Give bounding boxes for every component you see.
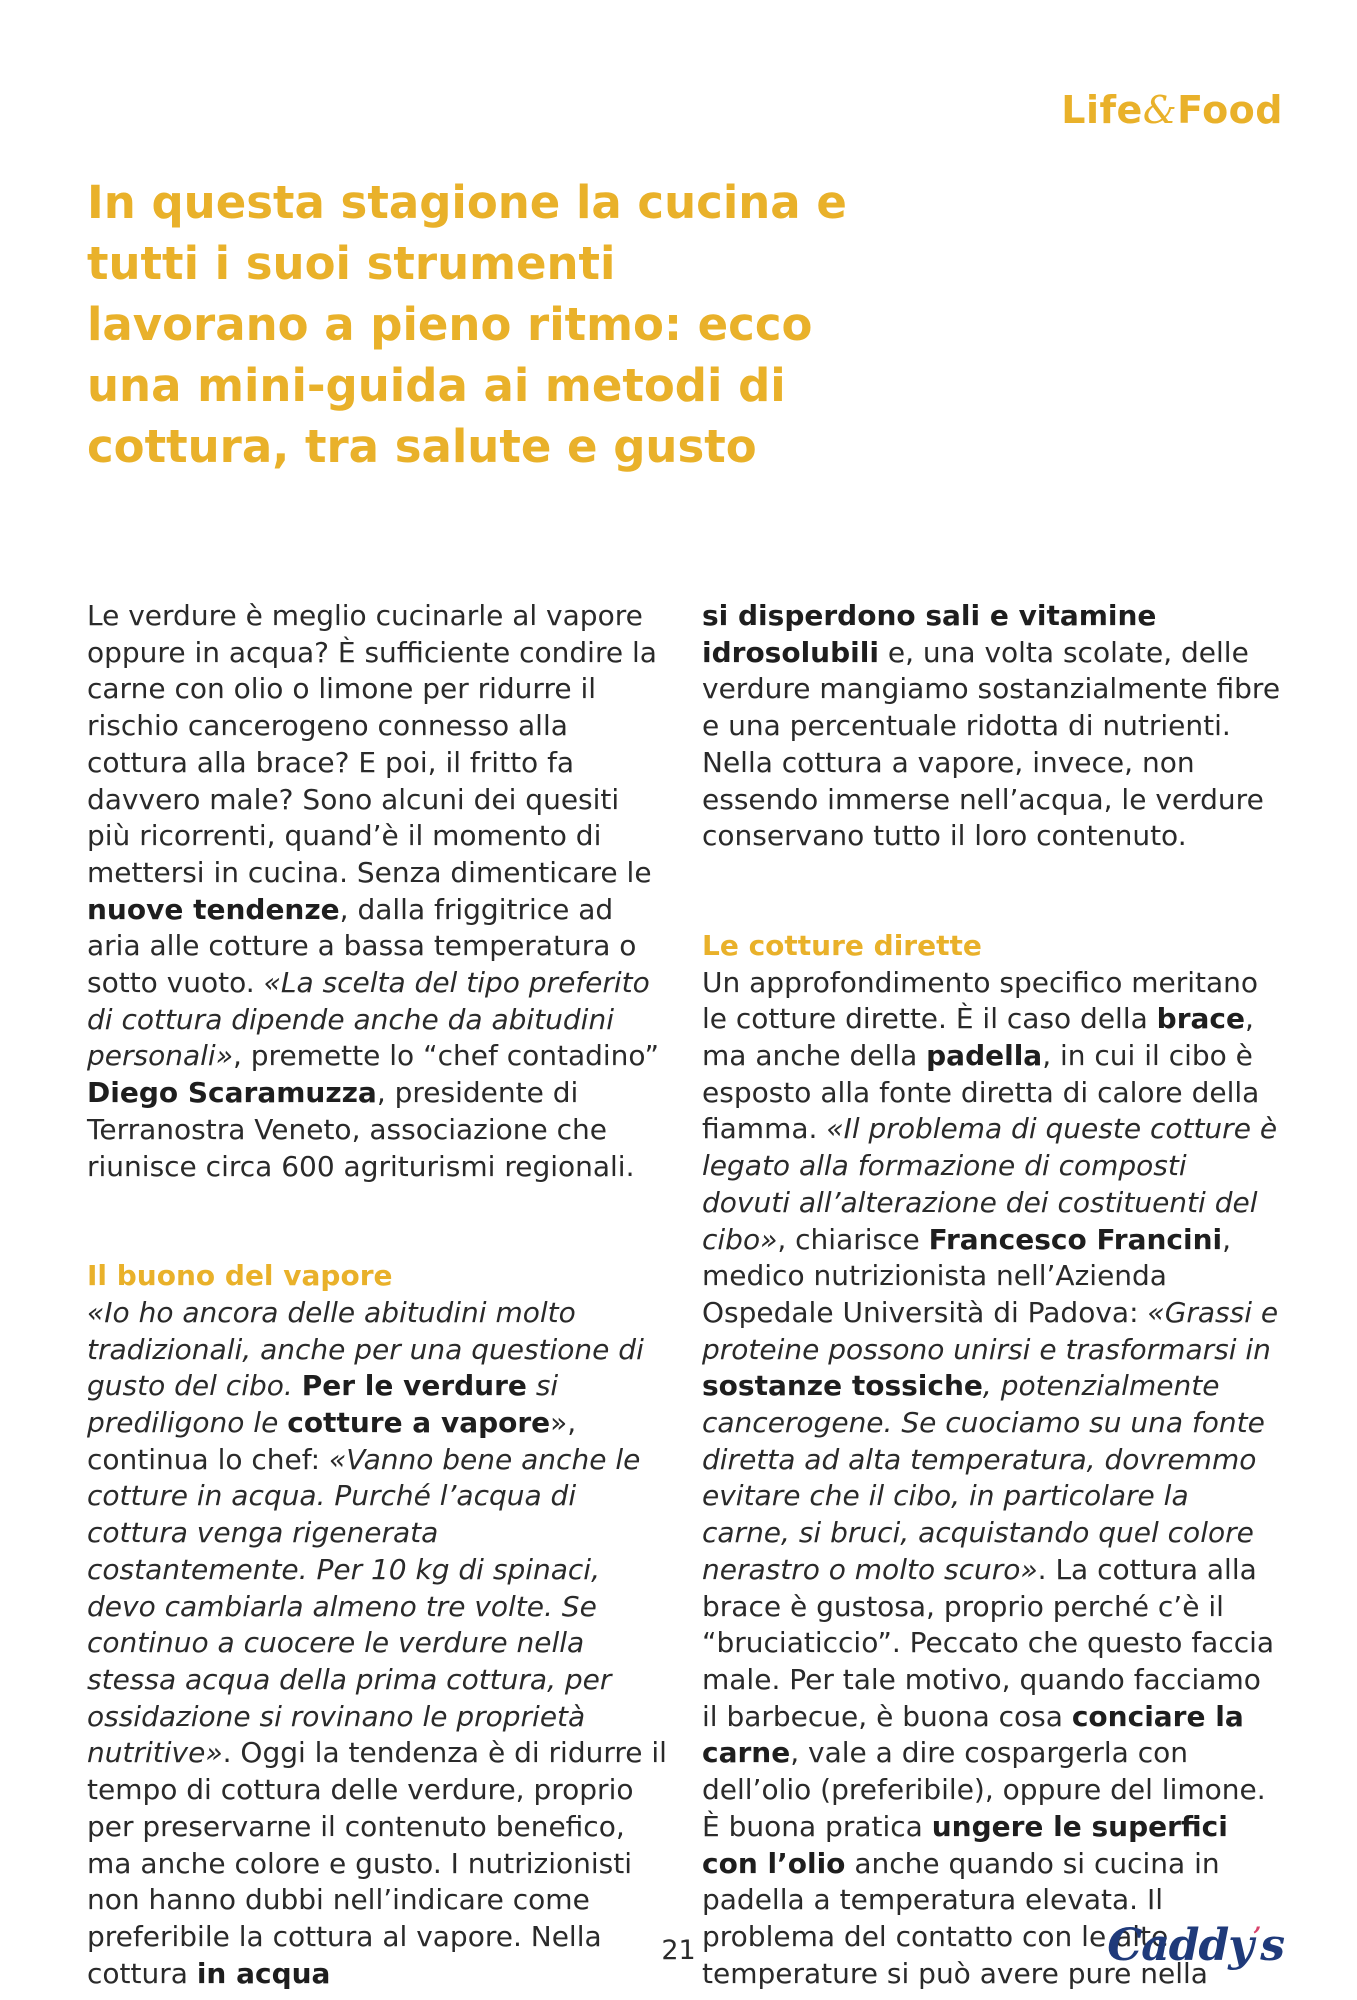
subhead-buono-vapore: Il buono del vapore bbox=[87, 1259, 393, 1293]
keyword-ungere-superfici: ungere le superfici con l’olio bbox=[702, 1809, 1228, 1880]
keyword-in-acqua: in acqua bbox=[196, 1956, 331, 1990]
section-tag-food: Food bbox=[1177, 88, 1283, 132]
dirette-paragraph: Un approfondimento specifico meritano le cotture dirette. È il caso della brace, ma anche della padella, in cui il cibo è esposto alla fonte diretta di calore della fiamma. «Il problema di queste cotture è legato alla formazione di composti dovuti all’alterazione dei costituenti del cibo», chiarisce Francesco Francini, medico nutrizionista nell’Azienda Ospedale Università di Padova: «Grassi e proteine possono unirsi e trasformarsi in sostanze tossiche, potenzialmente cancerogene. Se cuociamo su una fonte diretta ad alta temperatura, dovremmo evitare che il cibo, in particolare la carne, si bruci, acquistando quel colore nerastro o molto scuro». La cottura alla brace è gustosa, proprio perché c’è il “bruciaticcio”. Peccato che questo faccia male. Per tale motivo, quando facciamo il barbecue, è buona cosa conciare la carne, vale a dire cospargerla con dell’olio (preferibile), oppure del limone. È buona pratica ungere le superfici con l’olio anche quando si cucina in padella a temperatura elevata. Il problema del contatto con le alte temperature si può avere pure nella bbox=[702, 965, 1279, 1990]
intro-paragraph: Le verdure è meglio cucinarle al vapore oppure in acqua? È sufficiente condire la carne con olio o limone per ridurre il rischio cancerogeno connesso alla cottura alla brace? E poi, il fritto fa davvero male? Sono alcuni dei quesiti più ricorrenti, quand’è il momento di mettersi in cucina. Senza dimenticare le nuove tendenze, dalla friggitrice ad aria alle cotture a bassa temperatura o sotto vuoto. «La scelta del tipo preferito di cottura dipende anche da abitudini personali», premette lo “chef contadino” Diego Scaramuzza, presidente di Terranostra Veneto, associazione che riunisce circa 600 agriturismi regionali. bbox=[87, 599, 660, 1183]
keyword-sali-vitamine: si disperdono sali e vitamine idrosolubili bbox=[702, 599, 1157, 669]
left-column bbox=[87, 598, 667, 1992]
person-francesco-francini: Francesco Francini bbox=[928, 1222, 1223, 1256]
keyword-padella: padella bbox=[926, 1039, 1043, 1073]
section-tag-ampersand: & bbox=[1142, 88, 1178, 132]
page-number: 21 bbox=[661, 1935, 696, 1966]
article-headline: In questa stagione la cucina e tutti i suoi strumenti lavorano a pieno ritmo: ecco una mini-guida ai metodi di cottura, tra salute e gusto bbox=[87, 176, 847, 473]
right-column bbox=[702, 598, 1282, 1992]
quote-scelta-cottura: «La scelta del tipo preferito di cottura dipende anche da abitudini personali» bbox=[87, 966, 650, 1073]
keyword-nuove-tendenze: nuove tendenze bbox=[87, 892, 340, 926]
drop-icon: ’ bbox=[1252, 1921, 1261, 1951]
section-tag bbox=[1061, 88, 1283, 132]
subhead-cotture-dirette: Le cotture dirette bbox=[702, 928, 982, 962]
keyword-cotture-a-vapore: cotture a vapore bbox=[287, 1406, 551, 1440]
caddys-logo: Caddy’s bbox=[1107, 1920, 1284, 1971]
keyword-per-le-verdure: Per le verdure bbox=[301, 1369, 527, 1403]
keyword-conciare-carne: conciare la carne bbox=[702, 1699, 1244, 1770]
person-diego-scaramuzza: Diego Scaramuzza bbox=[87, 1076, 377, 1110]
quote-chef-acqua: «Vanno bene anche le cotture in acqua. Purché l’acqua di cottura venga rigenerata costantemente. Per 10 kg di spinaci, devo cambiarla almeno tre volte. Se continuo a cuocere le verdure nella stessa acqua della prima cottura, per ossidazione si rovinano le proprietà nutritive» bbox=[87, 1442, 641, 1770]
continuation-paragraph: si disperdono sali e vitamine idrosolubili e, una volta scolate, delle verdure mangiamo sostanzialmente fibre e una percentuale ridotta di nutrienti. Nella cottura a vapore, invece, non essendo immerse nell’acqua, le verdure conservano tutto il loro contenuto. bbox=[702, 599, 1281, 853]
keyword-sostanze-tossiche: sostanze tossiche bbox=[702, 1369, 983, 1403]
keyword-brace: brace bbox=[1156, 1002, 1246, 1036]
quote-problema-cotture: «Il problema di queste cotture è legato alla formazione di composti dovuti all’alterazione dei costituenti del cibo» bbox=[702, 1112, 1278, 1256]
section-tag-life: Life bbox=[1061, 88, 1143, 132]
vapore-paragraph: «Io ho ancora delle abitudini molto tradizionali, anche per una questione di gusto del cibo. Per le verdure si prediligono le cotture a vapore», continua lo chef: «Vanno bene anche le cotture in acqua. Purché l’acqua di cottura venga rigenerata costantemente. Per 10 kg di spinaci, devo cambiarla almeno tre volte. Se continuo a cuocere le verdure nella stessa acqua della prima cottura, per ossidazione si rovinano le proprietà nutritive». Oggi la tendenza è di ridurre il tempo di cottura delle verdure, proprio per preservarne il contenuto benefico, ma anche colore e gusto. I nutrizionisti non hanno dubbi nell’indicare come preferibile la cottura al vapore. Nella cottura in acqua bbox=[87, 1295, 667, 1990]
